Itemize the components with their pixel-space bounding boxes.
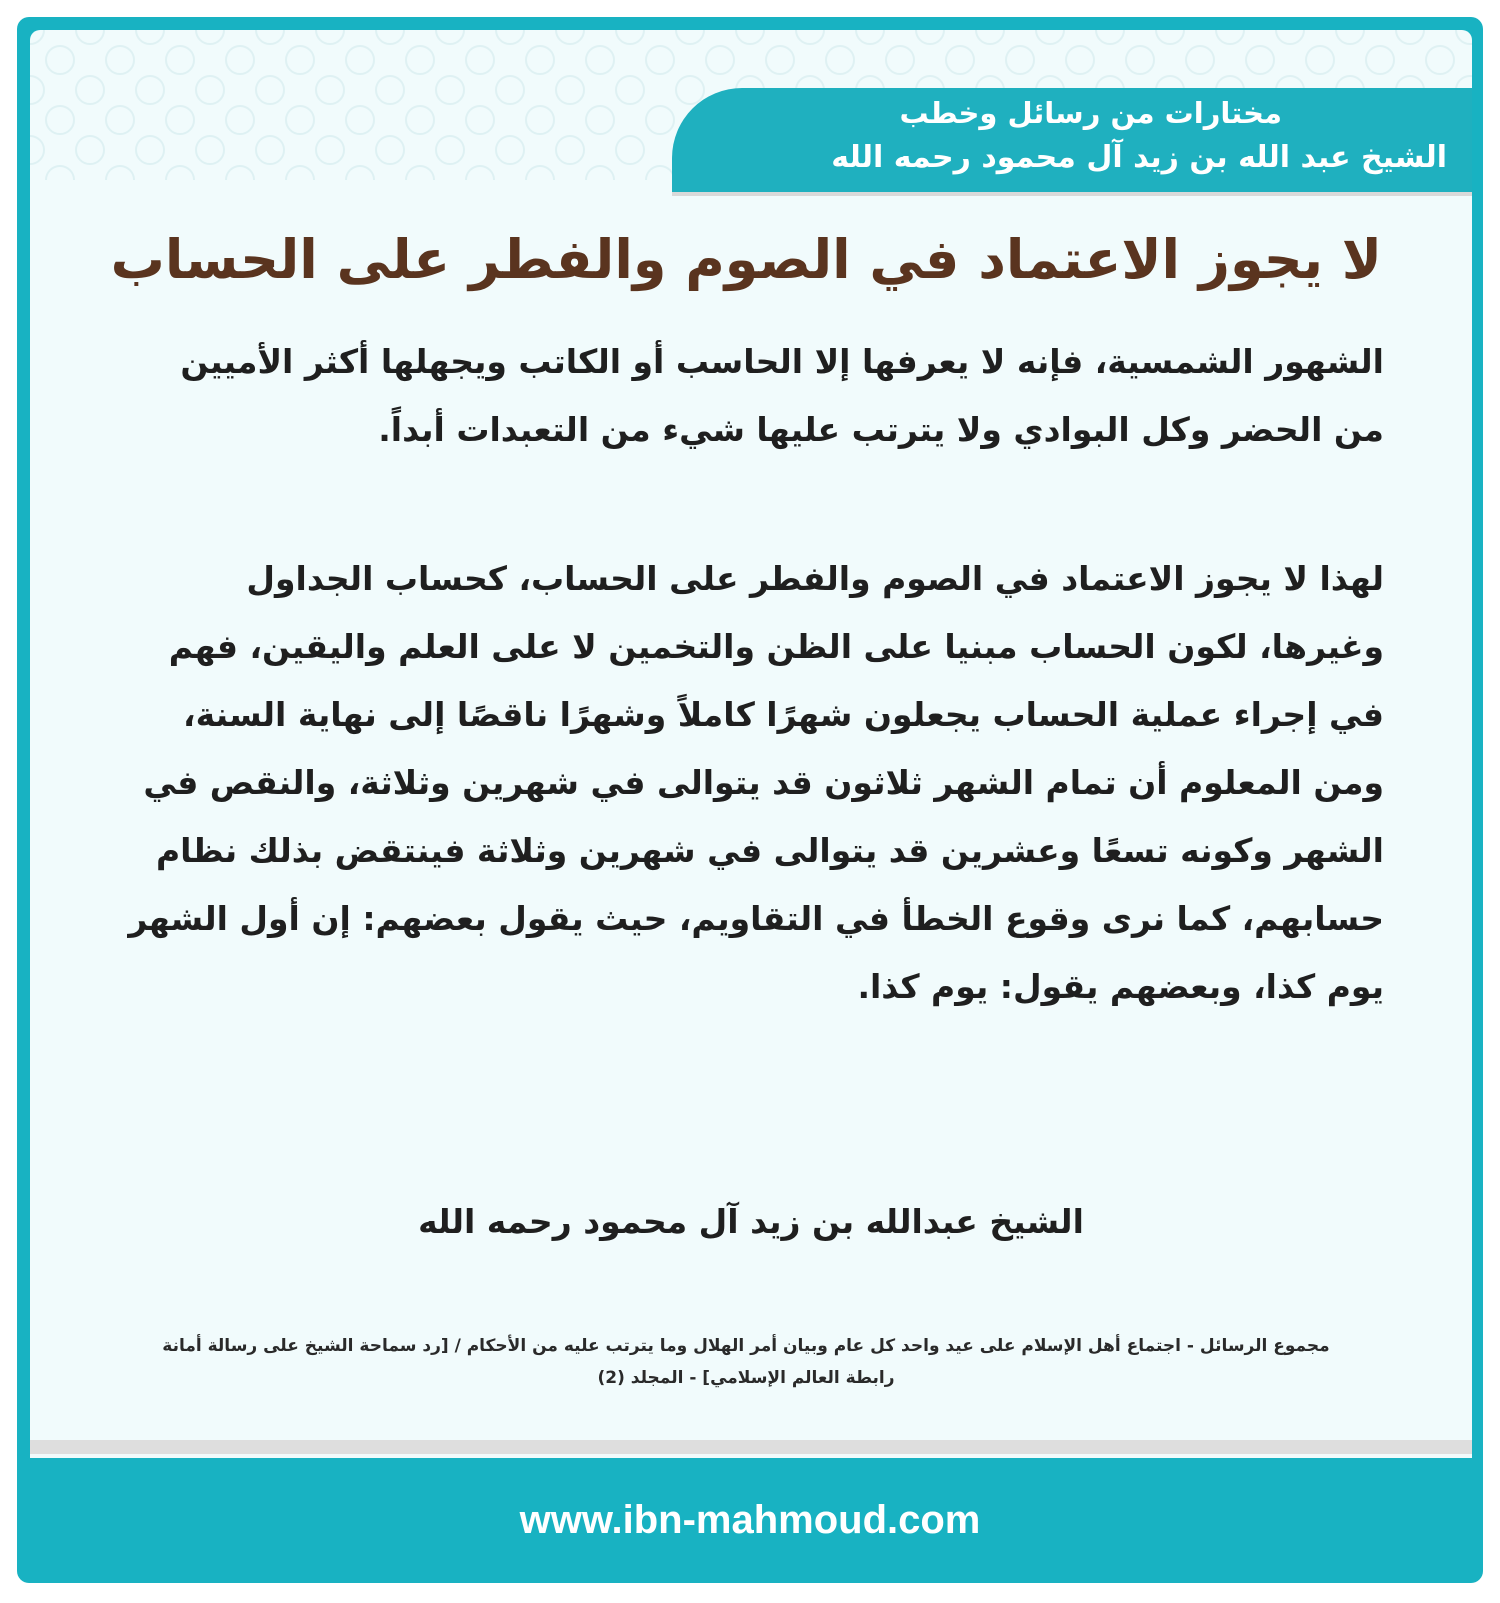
page-title: لا يجوز الاعتماد في الصوم والفطر على الحساب: [110, 228, 1382, 291]
header-author: الشيخ عبد الله بن زيد آل محمود رحمه الله: [831, 140, 1447, 175]
paragraph-2: لهذا لا يجوز الاعتماد في الصوم والفطر على الحساب، كحساب الجداول وغيرها، لكون الحساب مبنيا على الظن والتخمين لا على العلم واليقين، فهم في إجراء عملية الحساب يجعلون شهرًا كاملاً وشهرًا ناقصًا إلى نهاية السنة، ومن المعلوم أن تمام الشهر ثلاثون قد يتوالى في شهرين وثلاثة، والنقص في الشهر وكونه تسعًا وعشرين قد يتوالى في شهرين وثلاثة فينتقض بذلك نظام حسابهم، كما نرى وقوع الخطأ في التقاويم، حيث يقول بعضهم: إن أول الشهر يوم كذا، وبعضهم يقول: يوم كذا.: [128, 559, 1384, 1006]
divider: [30, 1440, 1472, 1454]
paragraph-1: الشهور الشمسية، فإنه لا يعرفها إلا الحاسب أو الكاتب ويجهلها أكثر الأميين من الحضر وكل البوادي ولا يترتب عليها شيء من التعبدات أبداً.: [180, 342, 1384, 449]
content-card: [30, 30, 1472, 1458]
website-link[interactable]: www.ibn-mahmoud.com: [519, 1498, 981, 1542]
author-signature: الشيخ عبدالله بن زيد آل محمود رحمه الله: [418, 1202, 1084, 1241]
source-citation: مجموع الرسائل - اجتماع أهل الإسلام على عيد واحد كل عام وبيان أمر الهلال وما يترتب عليه من الأحكام / [رد سماحة الشيخ على رسالة أمانة رابطة العالم الإسلامي] - المجلد (2): [162, 1336, 1330, 1388]
header-band: [672, 88, 1472, 196]
header-subtitle: مختارات من رسائل وخطب: [899, 96, 1282, 130]
